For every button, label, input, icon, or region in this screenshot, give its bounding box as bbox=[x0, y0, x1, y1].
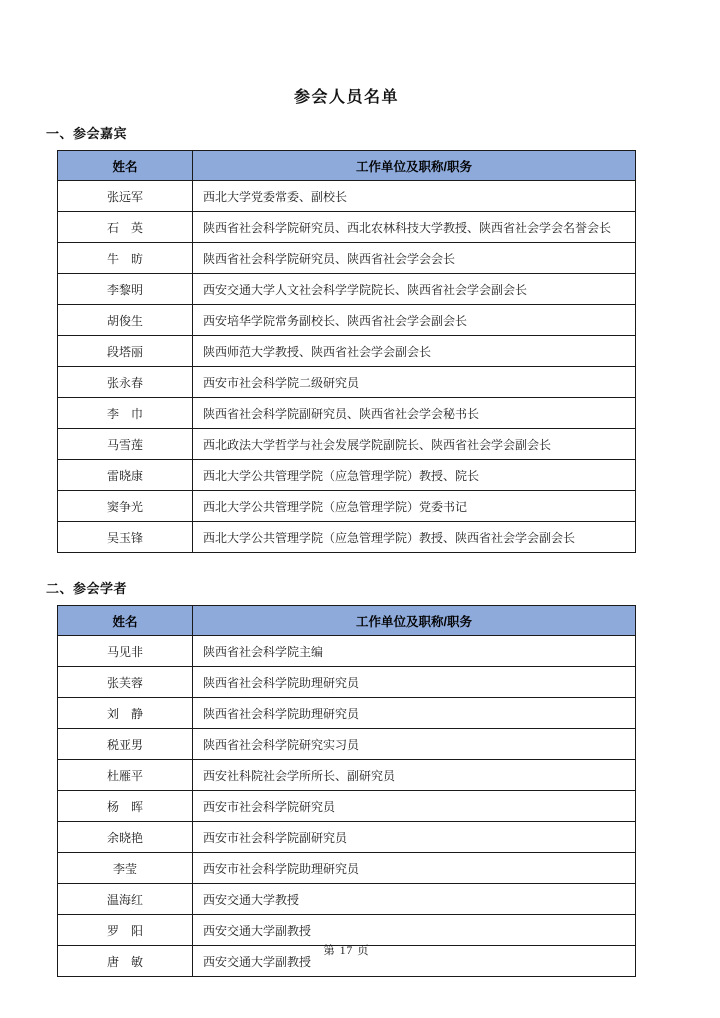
table-header-row bbox=[58, 606, 636, 636]
table-row bbox=[58, 698, 636, 729]
table-row bbox=[58, 274, 636, 305]
table-row bbox=[58, 336, 636, 367]
name-cell: 胡俊生 bbox=[58, 305, 193, 336]
name-cell: 张永春 bbox=[58, 367, 193, 398]
table-row bbox=[58, 212, 636, 243]
position-cell: 陕西省社会科学院研究员、陕西省社会学会会长 bbox=[193, 243, 636, 274]
position-cell: 西安市社会科学院二级研究员 bbox=[193, 367, 636, 398]
table-row bbox=[58, 429, 636, 460]
position-cell: 西安交通大学副教授 bbox=[193, 915, 636, 946]
position-cell: 西安社科院社会学所所长、副研究员 bbox=[193, 760, 636, 791]
name-cell: 雷晓康 bbox=[58, 460, 193, 491]
name-cell: 罗 阳 bbox=[58, 915, 193, 946]
position-cell: 西安交通大学副教授 bbox=[193, 946, 636, 977]
section-heading-guests: 一、参会嘉宾 bbox=[46, 126, 128, 141]
table-row bbox=[58, 491, 636, 522]
name-cell: 马雪莲 bbox=[58, 429, 193, 460]
position-cell: 西北政法大学哲学与社会发展学院副院长、陕西省社会学会副会长 bbox=[193, 429, 636, 460]
position-cell: 西北大学公共管理学院（应急管理学院）教授、陕西省社会学会副会长 bbox=[193, 522, 636, 553]
position-cell: 西安市社会科学院研究员 bbox=[193, 791, 636, 822]
position-cell: 陕西省社会科学院助理研究员 bbox=[193, 698, 636, 729]
table-row bbox=[58, 460, 636, 491]
position-cell: 陕西省社会科学院研究实习员 bbox=[193, 729, 636, 760]
position-cell: 陕西省社会科学院研究员、西北农林科技大学教授、陕西省社会学会名誉会长 bbox=[193, 212, 636, 243]
position-cell: 西安交通大学教授 bbox=[193, 884, 636, 915]
name-cell: 段塔丽 bbox=[58, 336, 193, 367]
table-row bbox=[58, 181, 636, 212]
column-header-name: 姓名 bbox=[58, 151, 193, 181]
name-cell: 张远军 bbox=[58, 181, 193, 212]
name-cell: 李 巾 bbox=[58, 398, 193, 429]
page-number: 第 17 页 bbox=[323, 945, 370, 957]
name-cell: 石 英 bbox=[58, 212, 193, 243]
position-cell: 西北大学公共管理学院（应急管理学院）教授、院长 bbox=[193, 460, 636, 491]
position-cell: 陕西省社会科学院副研究员、陕西省社会学会秘书长 bbox=[193, 398, 636, 429]
table-row bbox=[58, 398, 636, 429]
table-row bbox=[58, 884, 636, 915]
name-cell: 张芙蓉 bbox=[58, 667, 193, 698]
position-cell: 陕西省社会科学院助理研究员 bbox=[193, 667, 636, 698]
column-header-name: 姓名 bbox=[58, 606, 193, 636]
name-cell: 温海红 bbox=[58, 884, 193, 915]
name-cell: 唐 敏 bbox=[58, 946, 193, 977]
table-row bbox=[58, 667, 636, 698]
section-scholars bbox=[0, 580, 720, 977]
table-row bbox=[58, 915, 636, 946]
name-cell: 牛 昉 bbox=[58, 243, 193, 274]
name-cell: 窦争光 bbox=[58, 491, 193, 522]
column-header-position: 工作单位及职称/职务 bbox=[193, 151, 636, 181]
table-row bbox=[58, 729, 636, 760]
name-cell: 杜雁平 bbox=[58, 760, 193, 791]
name-cell: 杨 晖 bbox=[58, 791, 193, 822]
table-row bbox=[58, 522, 636, 553]
table-row bbox=[58, 791, 636, 822]
name-cell: 马见非 bbox=[58, 636, 193, 667]
name-cell: 吴玉锋 bbox=[58, 522, 193, 553]
position-cell: 西安市社会科学院副研究员 bbox=[193, 822, 636, 853]
scholars-table-body bbox=[58, 636, 636, 977]
scholars-table bbox=[57, 605, 636, 977]
name-cell: 刘 静 bbox=[58, 698, 193, 729]
table-row bbox=[58, 822, 636, 853]
name-cell: 李莹 bbox=[58, 853, 193, 884]
name-cell: 余晓艳 bbox=[58, 822, 193, 853]
position-cell: 西安培华学院常务副校长、陕西省社会学会副会长 bbox=[193, 305, 636, 336]
position-cell: 西北大学党委常委、副校长 bbox=[193, 181, 636, 212]
table-row bbox=[58, 367, 636, 398]
position-cell: 陕西省社会科学院主编 bbox=[193, 636, 636, 667]
table-row bbox=[58, 305, 636, 336]
name-cell: 李黎明 bbox=[58, 274, 193, 305]
table-row bbox=[58, 853, 636, 884]
position-cell: 西北大学公共管理学院（应急管理学院）党委书记 bbox=[193, 491, 636, 522]
guests-table-body bbox=[58, 181, 636, 553]
page-title: 参会人员名单 bbox=[293, 89, 399, 106]
section-heading-scholars: 二、参会学者 bbox=[46, 581, 128, 596]
position-cell: 西安市社会科学院助理研究员 bbox=[193, 853, 636, 884]
name-cell: 税亚男 bbox=[58, 729, 193, 760]
table-row bbox=[58, 636, 636, 667]
position-cell: 陕西师范大学教授、陕西省社会学会副会长 bbox=[193, 336, 636, 367]
table-header-row bbox=[58, 151, 636, 181]
table-row bbox=[58, 243, 636, 274]
column-header-position: 工作单位及职称/职务 bbox=[193, 606, 636, 636]
guests-table bbox=[57, 150, 636, 553]
section-guests bbox=[0, 125, 720, 553]
table-row bbox=[58, 760, 636, 791]
position-cell: 西安交通大学人文社会科学学院院长、陕西省社会学会副会长 bbox=[193, 274, 636, 305]
